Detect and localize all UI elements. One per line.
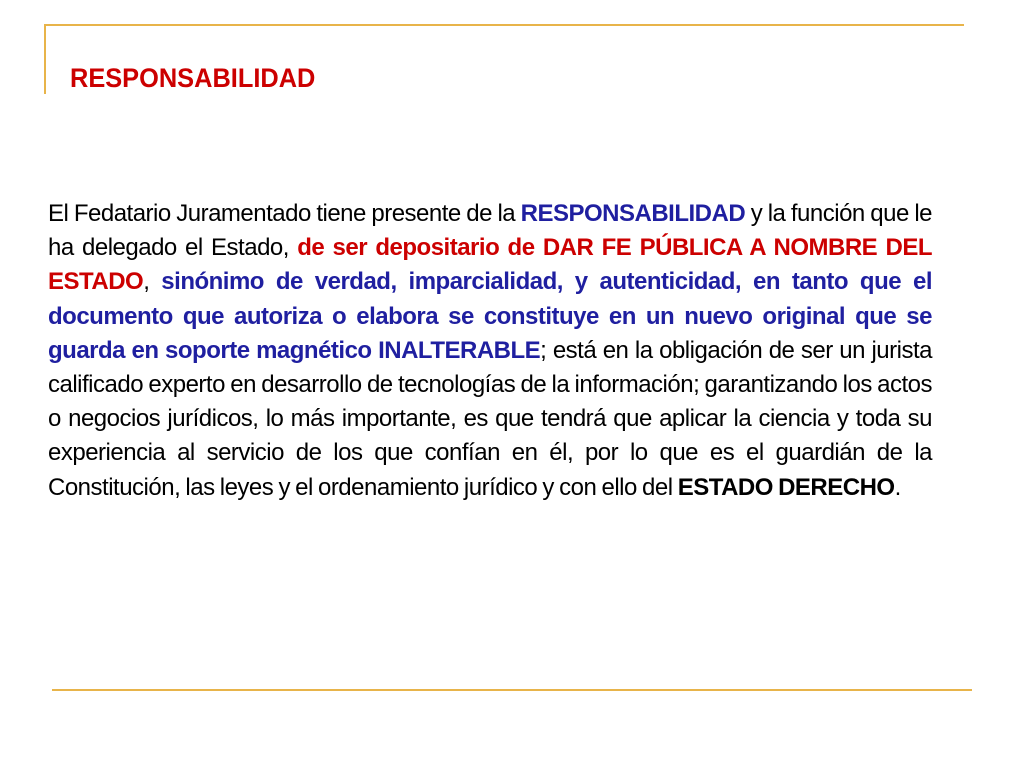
text-intro: El Fedatario Juramentado tiene presente de la	[48, 200, 521, 227]
frame-top-rule	[44, 24, 964, 26]
highlight-dar-fe: de ser depositario de DAR FE PÚBLICA A NOMBRE DEL ESTADO	[48, 234, 932, 296]
highlight-responsabilidad: RESPONSABILIDAD	[520, 200, 746, 227]
text-funcion: y la función que le ha delegado el Estado,	[48, 200, 932, 262]
highlight-sinonimo: sinónimo de verdad, imparcialidad, y autenticidad, en tanto que el documento que autoriza o elabora se constituye en un nuevo original que se guarda en soporte magnético INALTERABLE	[48, 268, 932, 364]
text-obligacion: ; está en la obligación de ser un jurista calificado experto en desarrollo de tecnologías de la información; garantizando los actos o negocios jurídicos, lo más importante, es que tendrá que aplicar la ciencia y toda su experiencia al servicio de los que confían en él, por lo que es el guardián de la Constitución, las leyes y el ordenamiento jurídico y con ello del	[48, 336, 932, 501]
frame-bottom-rule	[52, 689, 972, 691]
highlight-estado-derecho: ESTADO DERECHO	[677, 473, 895, 501]
slide-title: RESPONSABILIDAD	[70, 63, 316, 93]
body-paragraph	[48, 197, 932, 505]
text-comma: ,	[143, 268, 162, 296]
frame-left-rule	[44, 24, 46, 94]
text-period: .	[894, 473, 901, 501]
